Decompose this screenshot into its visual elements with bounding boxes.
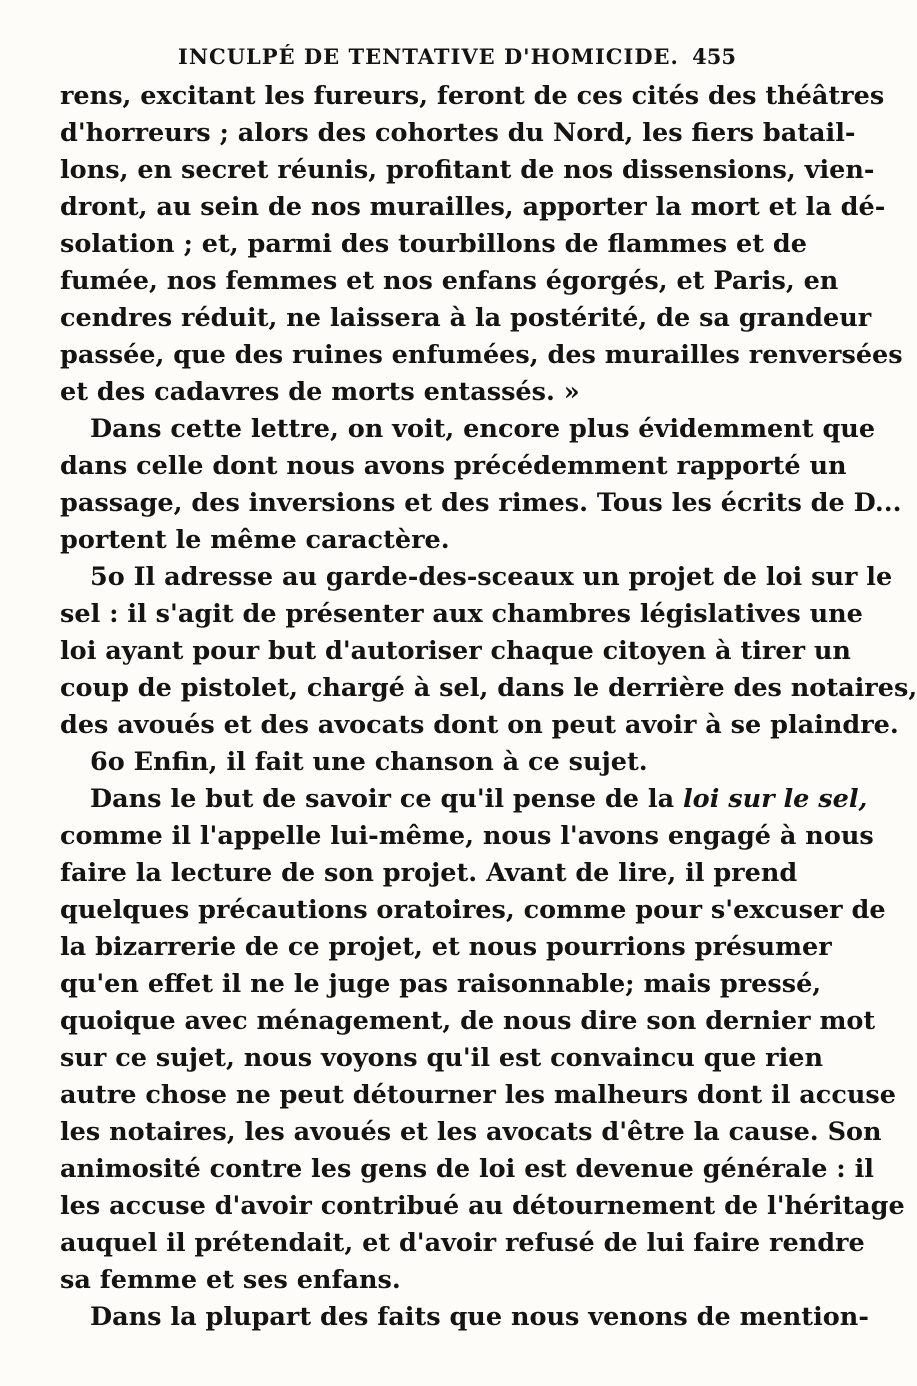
text-line (60, 226, 807, 263)
text-line-content: sur ce sujet, nous voyons qu'il est convaincu que rien (60, 1043, 824, 1073)
text-line (60, 1151, 874, 1188)
text-line (60, 1003, 876, 1040)
text-line (60, 855, 798, 892)
text-line-content: 6o Enfin, il fait une chanson à ce sujet. (90, 747, 648, 777)
text-line (60, 707, 899, 744)
text-line-content: des avoués et des avocats dont on peut avoir à se plaindre. (60, 710, 899, 740)
text-line (60, 152, 875, 189)
text-line (60, 1077, 896, 1114)
text-line-content: quelques précautions oratoires, comme pour s'excuser de (60, 895, 886, 925)
text-line-content: dans celle dont nous avons précédemment rapporté un (60, 451, 847, 481)
text-line-content: Dans cette lettre, on voit, encore plus évidemment que (90, 414, 876, 444)
text-line (60, 411, 876, 448)
text-line-content: les notaires, les avoués et les avocats d'être la cause. Son (60, 1117, 882, 1147)
text-line-content: loi ayant pour but d'autoriser chaque citoyen à tirer un (60, 636, 851, 666)
text-line-content: Dans le but de savoir ce qu'il pense de la (90, 784, 683, 814)
text-line (60, 633, 851, 670)
text-line-content: et des cadavres de morts entassés. » (60, 377, 580, 407)
text-line (60, 78, 885, 115)
text-line (60, 522, 738, 559)
text-line (60, 300, 872, 337)
text-line (60, 485, 902, 522)
text-line (60, 1040, 824, 1077)
text-line-content: coup de pistolet, chargé à sel, dans le derrière des notaires, (60, 673, 917, 703)
text-line (60, 263, 839, 300)
text-line (60, 337, 903, 374)
text-line (60, 892, 886, 929)
text-line (60, 744, 738, 781)
text-line-content: lons, en secret réunis, profitant de nos dissensions, vien- (60, 155, 875, 185)
text-line-content: cendres réduit, ne laissera à la postérité, de sa grandeur (60, 303, 872, 333)
text-line (60, 1299, 869, 1336)
text-line (60, 448, 847, 485)
text-line-content: quoique avec ménagement, de nous dire son dernier mot (60, 1006, 876, 1036)
text-line-content: faire la lecture de son projet. Avant de lire, il prend (60, 858, 798, 888)
text-line (60, 966, 822, 1003)
text-line (60, 929, 832, 966)
text-line-content: auquel il prétendait, et d'avoir refusé de lui faire rendre (60, 1228, 865, 1258)
text-line-content: comme il l'appelle lui-même, nous l'avons engagé à nous (60, 821, 874, 851)
text-line (60, 818, 874, 855)
text-line (60, 781, 868, 818)
page-number: 455 (692, 44, 736, 69)
text-line (60, 1114, 882, 1151)
text-line-content: passage, des inversions et des rimes. Tous les écrits de D... (60, 488, 902, 518)
text-line-content: les accuse d'avoir contribué au détournement de l'héritage (60, 1191, 905, 1221)
text-line (60, 374, 738, 411)
text-line (60, 1262, 738, 1299)
italic-phrase: loi sur le sel, (683, 784, 868, 814)
text-line-content: rens, excitant les fureurs, feront de ces cités des théâtres (60, 81, 885, 111)
text-line (60, 189, 886, 226)
body-text (60, 78, 917, 1336)
text-line-content: sel : il s'agit de présenter aux chambres législatives une (60, 599, 863, 629)
text-line-content: 5o Il adresse au garde-des-sceaux un projet de loi sur le (90, 562, 893, 592)
text-line-content: sa femme et ses enfans. (60, 1265, 401, 1295)
text-line (60, 670, 917, 707)
text-line (60, 1225, 865, 1262)
text-line-content: qu'en effet il ne le juge pas raisonnable; mais pressé, (60, 969, 822, 999)
text-line-content: autre chose ne peut détourner les malheurs dont il accuse (60, 1080, 896, 1110)
text-line (60, 559, 893, 596)
running-title: INCULPÉ DE TENTATIVE D'HOMICIDE. (178, 44, 679, 69)
text-line (60, 115, 856, 152)
text-line (60, 596, 863, 633)
text-line-content: la bizarrerie de ce projet, et nous pourrions présumer (60, 932, 832, 962)
text-line-content: solation ; et, parmi des tourbillons de flammes et de (60, 229, 807, 259)
text-line-content: animosité contre les gens de loi est devenue générale : il (60, 1154, 874, 1184)
text-line-content: dront, au sein de nos murailles, apporter la mort et la dé- (60, 192, 886, 222)
text-line-content: passée, que des ruines enfumées, des murailles renversées (60, 340, 903, 370)
text-line-content: portent le même caractère. (60, 525, 450, 555)
text-line-content: fumée, nos femmes et nos enfans égorgés, et Paris, en (60, 266, 839, 296)
page-header (60, 40, 736, 82)
text-line (60, 1188, 905, 1225)
text-line-content: d'horreurs ; alors des cohortes du Nord, les fiers batail- (60, 118, 856, 148)
text-line-content: Dans la plupart des faits que nous venons de mention- (90, 1302, 869, 1332)
